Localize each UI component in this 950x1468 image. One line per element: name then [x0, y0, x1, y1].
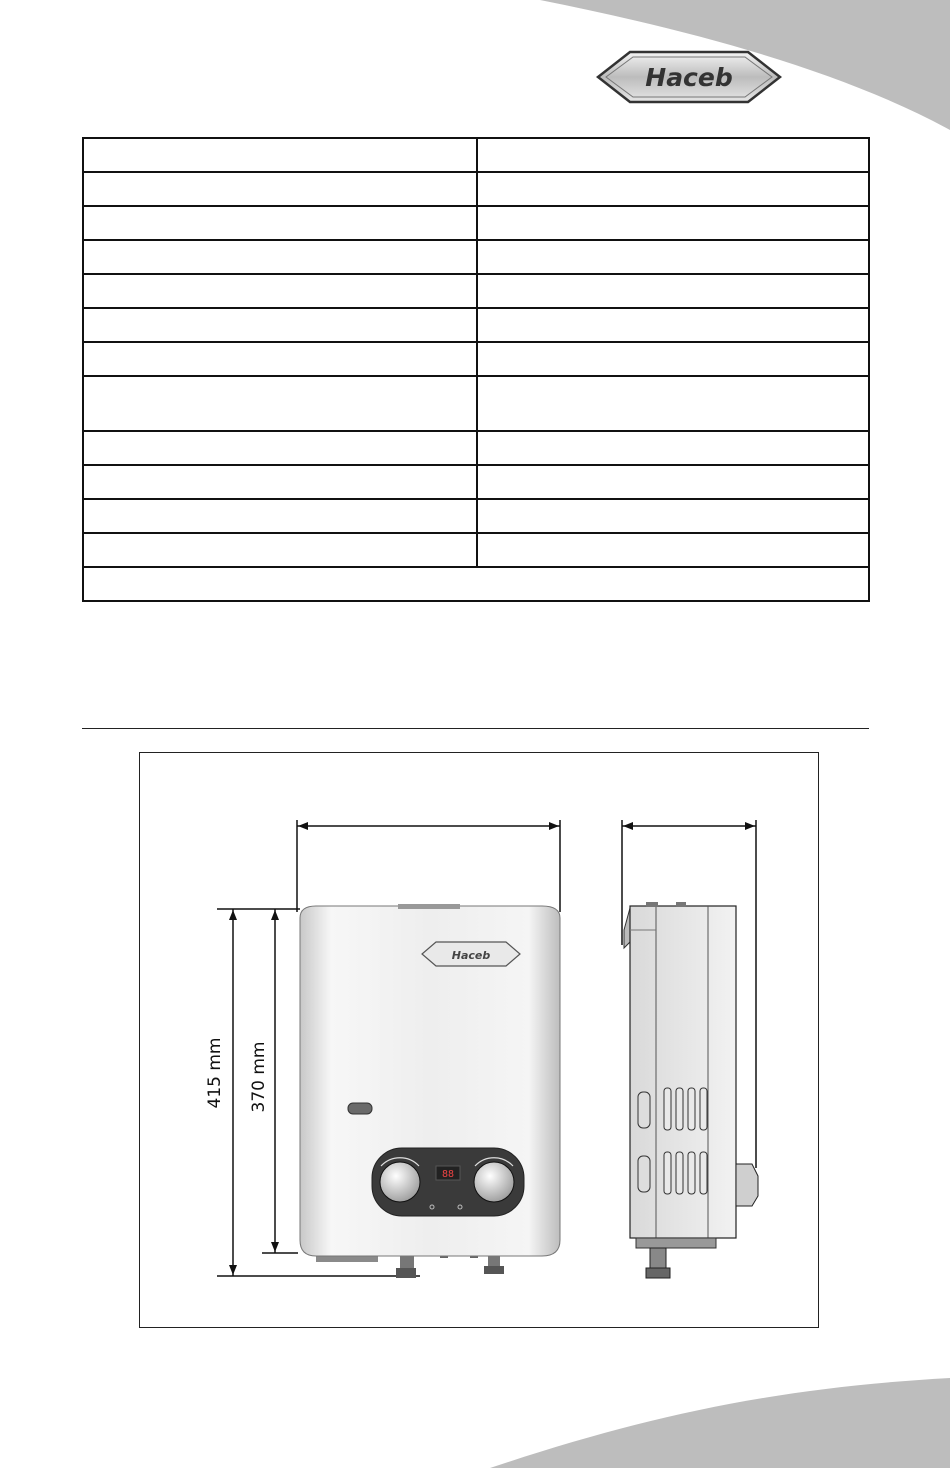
heater-logo-text: Haceb	[451, 949, 491, 962]
height-415-label: 415 mm	[205, 1037, 225, 1109]
logo-text: Haceb	[645, 63, 733, 92]
heater-front-view	[300, 904, 560, 1278]
svg-text:88: 88	[441, 1169, 455, 1180]
heater-side-view	[624, 902, 758, 1278]
height-370-label: 370 mm	[249, 1041, 269, 1113]
front-width-dimension	[297, 820, 560, 912]
